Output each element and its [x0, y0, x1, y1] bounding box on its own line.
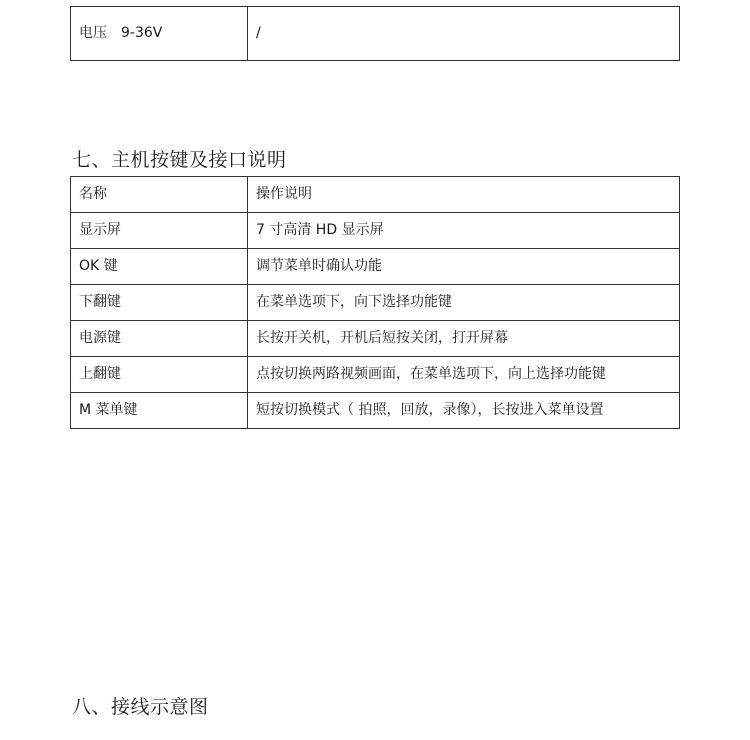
row-description-cell: 点按切换两路视频画面，在菜单选项下，向上选择功能键	[248, 357, 680, 393]
row-description-cell: 短按切换模式（ 拍照，回放，录像），长按进入菜单设置	[248, 393, 680, 429]
row-name-cell: OK 键	[71, 249, 248, 285]
row-description-cell: 7 寸高清 HD 显示屏	[248, 213, 680, 249]
row-name-cell: 显示屏	[71, 213, 248, 249]
section-heading-7: 七、主机按键及接口说明	[72, 149, 287, 171]
table-row	[71, 213, 680, 249]
spec-name-cell: 电压 9-36V	[71, 7, 248, 61]
row-name-cell: 电源键	[71, 321, 248, 357]
table-row	[71, 7, 680, 61]
spec-table-fragment	[70, 6, 680, 61]
row-name-cell: 上翻键	[71, 357, 248, 393]
column-header-name: 名称	[71, 177, 248, 213]
row-name-cell: M 菜单键	[71, 393, 248, 429]
section-heading-8: 八、接线示意图	[72, 696, 209, 718]
row-name-cell: 下翻键	[71, 285, 248, 321]
table-row	[71, 357, 680, 393]
row-description-cell: 长按开关机，开机后短按关闭，打开屏幕	[248, 321, 680, 357]
row-description-cell: 在菜单选项下，向下选择功能键	[248, 285, 680, 321]
table-header-row	[71, 177, 680, 213]
table-row	[71, 249, 680, 285]
table-row	[71, 393, 680, 429]
button-description-table	[70, 176, 680, 429]
spec-value-cell: /	[248, 7, 680, 61]
table-row	[71, 285, 680, 321]
row-description-cell: 调节菜单时确认功能	[248, 249, 680, 285]
column-header-description: 操作说明	[248, 177, 680, 213]
table-row	[71, 321, 680, 357]
